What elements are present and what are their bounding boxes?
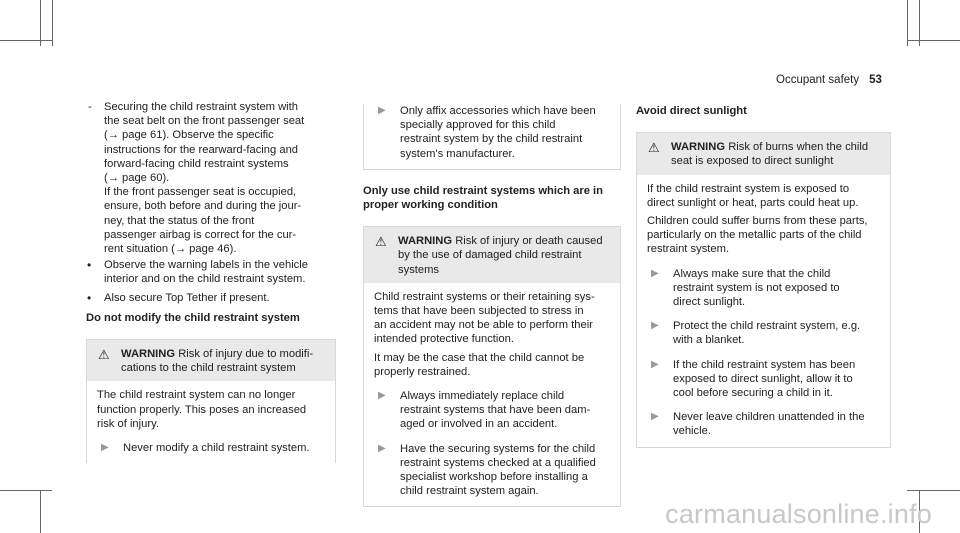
paragraph: Child restraint systems or their retaining sys- tems that have been subjected to stress in an accident may not be able to perform their intended protective function. xyxy=(374,290,595,346)
instruction-step: ▶ Protect the child restraint system, e.g. with a blanket. xyxy=(651,320,861,347)
section-heading: Do not modify the child restraint system xyxy=(86,311,300,324)
crop-mark xyxy=(0,40,52,41)
step-arrow-icon: ▶ xyxy=(651,411,659,423)
bullet-item: • Also secure Top Tether if present. xyxy=(86,291,336,305)
paragraph: It may be the case that the child cannot be properly restrained. xyxy=(374,351,585,378)
step-arrow-icon: ▶ xyxy=(378,390,386,402)
step-arrow-icon: ▶ xyxy=(101,442,109,454)
instruction-step: ▶ Never leave children unattended in the vehicle. xyxy=(651,411,865,438)
step-arrow-icon: ▶ xyxy=(378,105,386,116)
bullet-item: • Observe the warning labels in the vehicle interior and on the child restraint system. xyxy=(86,258,336,286)
warning-body xyxy=(87,381,335,463)
warning-body xyxy=(364,283,620,507)
column-3 xyxy=(636,100,891,448)
instruction-step: ▶ Have the securing systems for the child restraint systems checked at a qualified specialist workshop before installing a child restraint system again. xyxy=(378,442,596,498)
paragraph: If the child restraint system is exposed to direct sunlight or heat, parts could heat up. xyxy=(647,182,859,209)
warning-box xyxy=(86,339,336,463)
instruction-step: ▶ If the child restraint system has been exposed to direct sunlight, allow it to cool before securing a child in it. xyxy=(651,358,856,400)
instruction-step: ▶ Never modify a child restraint system. xyxy=(101,442,310,455)
warning-header: ⚠ WARNING Risk of injury or death caused by the use of damaged child restraint systems xyxy=(364,227,620,283)
step-arrow-icon: ▶ xyxy=(651,358,659,370)
step-arrow-icon: ▶ xyxy=(651,267,659,279)
box-continuation xyxy=(364,104,620,169)
crop-mark xyxy=(0,490,52,491)
watermark: carmanualsonline.info xyxy=(665,499,932,529)
column-2 xyxy=(363,100,621,507)
paragraph: The child restraint system can no longer function properly. This poses an increased risk of injury. xyxy=(97,389,307,430)
step-arrow-icon: ▶ xyxy=(651,320,659,332)
paragraph: Children could suffer burns from these parts, particularly on the metallic parts of the child restraint system. xyxy=(647,215,868,256)
warning-header: ⚠ WARNING Risk of injury due to modifi- cations to the child restraint system xyxy=(87,340,335,381)
warning-body xyxy=(637,175,890,447)
page-number: 53 xyxy=(869,74,882,86)
continued-box xyxy=(363,104,621,169)
dash-list-item xyxy=(86,100,336,256)
crop-mark xyxy=(52,0,53,46)
paragraph: If the front passenger seat is occupied, ensure, both before and during the jour- ney, that the status of the front passenger airbag is correct for the cur- rent situation (→ page 46). xyxy=(104,186,302,256)
warning-box xyxy=(636,132,891,447)
instruction-step: ▶ Only affix accessories which have been specially approved for this child restraint system by the child restraint system's manufacturer. xyxy=(378,105,596,160)
warning-triangle-icon: ⚠ xyxy=(375,234,387,250)
warning-triangle-icon: ⚠ xyxy=(648,140,660,156)
column-1 xyxy=(86,100,336,463)
warning-triangle-icon: ⚠ xyxy=(98,347,110,363)
instruction-step: ▶ Always immediately replace child restraint systems that have been dam- aged or involved in an accident. xyxy=(378,390,591,431)
warning-box xyxy=(363,226,621,507)
section-title: Occupant safety xyxy=(776,74,860,86)
crop-mark xyxy=(907,490,960,491)
warning-header: ⚠ WARNING Risk of burns when the child seat is exposed to direct sunlight xyxy=(637,133,890,174)
paragraph: Securing the child restraint system with the seat belt on the front passenger seat (→ page 61). Observe the specific instructions for the rearward-facing and forward-facing child restraint systems (→ page 60). xyxy=(104,101,305,185)
section-heading: Only use child restraint systems which are in proper working condition xyxy=(363,184,603,212)
dash-marker: - xyxy=(88,101,92,113)
section-heading: Avoid direct sunlight xyxy=(636,105,747,117)
instruction-step: ▶ Always make sure that the child restraint system is not exposed to direct sunlight. xyxy=(651,267,840,309)
page-header xyxy=(776,73,940,87)
step-arrow-icon: ▶ xyxy=(378,442,386,454)
crop-mark xyxy=(907,40,960,41)
